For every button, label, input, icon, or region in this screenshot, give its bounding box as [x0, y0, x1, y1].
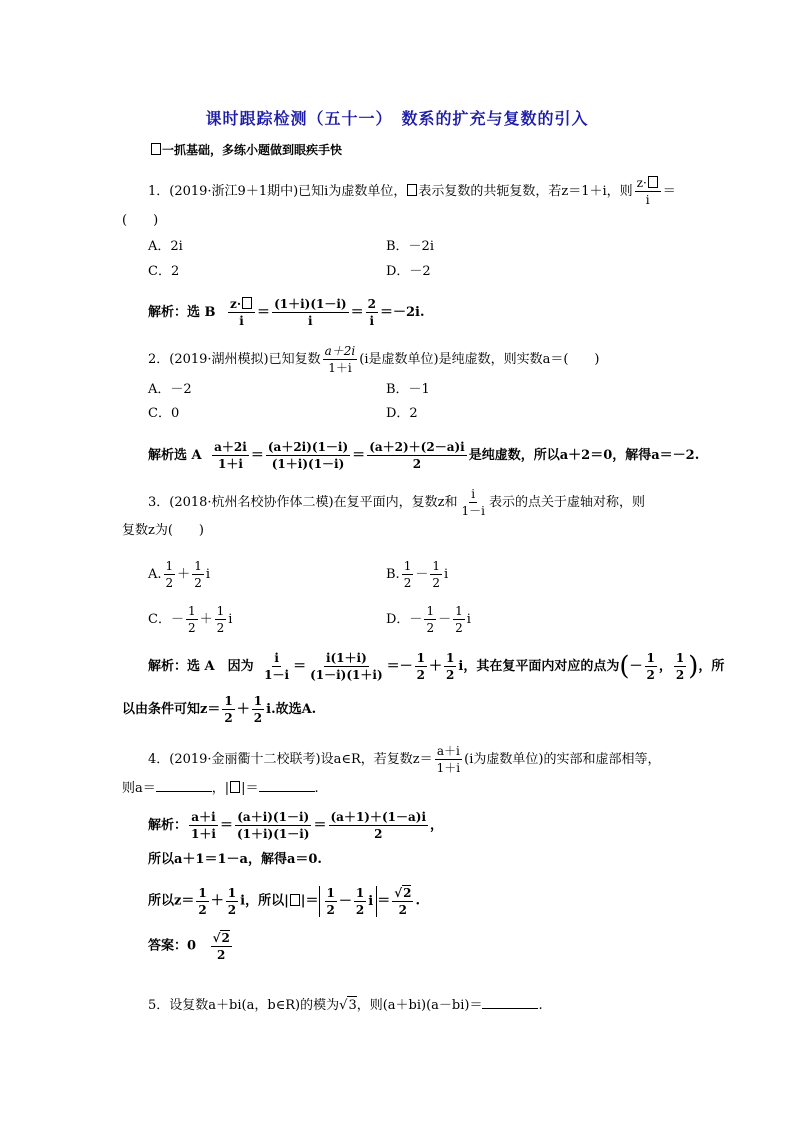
- q2-option-b: B．－1: [386, 382, 430, 397]
- q1-paren: ( ): [122, 213, 159, 228]
- conjugate-z-icon: [407, 184, 417, 196]
- q4-stem: 4．(2019·金丽衢十二校联考)设a∈R，若复数z＝ $\frac{a+i}{1+i}$ (i为虚数单位)的实部和虚部相等，: [148, 744, 661, 775]
- z-symbol-icon: [290, 894, 300, 906]
- q2-solution: 解析选 A $\frac{a+2i}{1+i}$ ＝ $\frac{(a+2i)(1-i)}{(1+i)(1-i)}$ ＝ $\frac{(a+2)+(2-a)i}{2}$ 是纯虚数，所以a＋2＝0，解得a＝－2.: [148, 440, 700, 471]
- q3-option-b: B. $\frac{1}{2}$ － $\frac{1}{2}$ i: [386, 559, 449, 590]
- q2-option-d: D．2: [386, 406, 418, 421]
- q3-stem: 3．(2018·杭州名校协作体二模)在复平面内，复数z和 $\frac{i}{1-i}$ 表示的点关于虚轴对称，则: [148, 487, 645, 518]
- q1-option-a: A．2i: [148, 239, 183, 254]
- q2-stem: 2．(2019·湖州模拟)已知复数 $\frac{a+2i}{1+i}$ (i是虚数单位)是纯虚数，则实数a＝( ): [148, 344, 600, 375]
- page-title: 课时跟踪检测（五十一） 数系的扩充与复数的引入: [205, 109, 589, 128]
- q5-stem: 5．设复数a＋bi(a，b∈R)的模为√3，则(a＋bi)(a－bi)＝ .: [148, 998, 543, 1013]
- q3-stem-cont: 复数z为( ): [122, 523, 204, 538]
- q1-option-c: C．2: [148, 264, 180, 279]
- z-symbol-icon: [230, 781, 240, 793]
- q4-solution: 解析： $\frac{a+i}{1+i}$ ＝ $\frac{(a+i)(1-i)}{(1+i)(1-i)}$ ＝ $\frac{(a+1)+(1-a)i}{2}$ ，: [148, 810, 444, 841]
- q1-option-b: B．－2i: [386, 239, 434, 254]
- q1-fraction: $\frac{z\cdot}{i}$: [635, 176, 661, 207]
- q4-solution-line3: 所以z＝ $\frac{1}{2}$ ＋ $\frac{1}{2}$ i，所以| |＝ $\frac{1}{2}$ － $\frac{1}{2}$ i ＝ $\frac{√2}{2}$ .: [148, 885, 421, 917]
- q2-option-c: C．0: [148, 406, 180, 421]
- q4-answer: 答案：0 $\frac{√2}{2}$: [148, 931, 230, 962]
- q3-solution-cont: 以由条件可知z＝ $\frac{1}{2}$ ＋ $\frac{1}{2}$ i.故选A.: [122, 694, 317, 725]
- q2-option-a: A．－2: [148, 382, 192, 397]
- q1-stem: 1．(2019·浙江9＋1期中)已知i为虚数单位， 表示复数的共轭复数，若z＝1＋i，则 $\frac{z\cdot}{i}$ ＝: [148, 176, 676, 207]
- conjugate-z-icon: [242, 297, 252, 309]
- q4-stem-cont: 则a＝ ，| |＝ .: [122, 781, 319, 796]
- q4-solution-line2: 所以a＋1＝1－a，解得a＝0.: [148, 852, 322, 867]
- answer-blank-q5[interactable]: [482, 996, 538, 1009]
- conjugate-z-icon: [648, 176, 658, 188]
- answer-blank-a[interactable]: [156, 779, 212, 792]
- q1-option-d: D．－2: [386, 264, 431, 279]
- q1-solution: 解析：选 B $\frac{z\cdot}{i}$ ＝ $\frac{(1+i)(1-i)}{i}$ ＝ $\frac{2}{i}$ ＝－2i.: [148, 297, 425, 328]
- section-heading: 一抓基础，多练小题做到眼疾手快: [150, 141, 342, 159]
- q3-option-c: C．－ $\frac{1}{2}$ ＋ $\frac{1}{2}$ i: [148, 604, 233, 635]
- q3-option-a: A. $\frac{1}{2}$ ＋ $\frac{1}{2}$ i: [148, 559, 210, 590]
- square-bullet-icon: [151, 143, 161, 155]
- answer-blank-modulus[interactable]: [259, 779, 315, 792]
- q3-option-d: D．－ $\frac{1}{2}$ － $\frac{1}{2}$ i: [386, 604, 471, 635]
- q3-solution: 解析：选 A 因为 $\frac{i}{1-i}$ ＝ $\frac{i(1+i)}{(1-i)(1+i)}$ ＝－ $\frac{1}{2}$ ＋ $\frac{1}{2}$ i，其在复平面内对应的点为(－ $\frac{1}{2}$ ， $\frac{1}{2}$ )，所: [148, 651, 725, 682]
